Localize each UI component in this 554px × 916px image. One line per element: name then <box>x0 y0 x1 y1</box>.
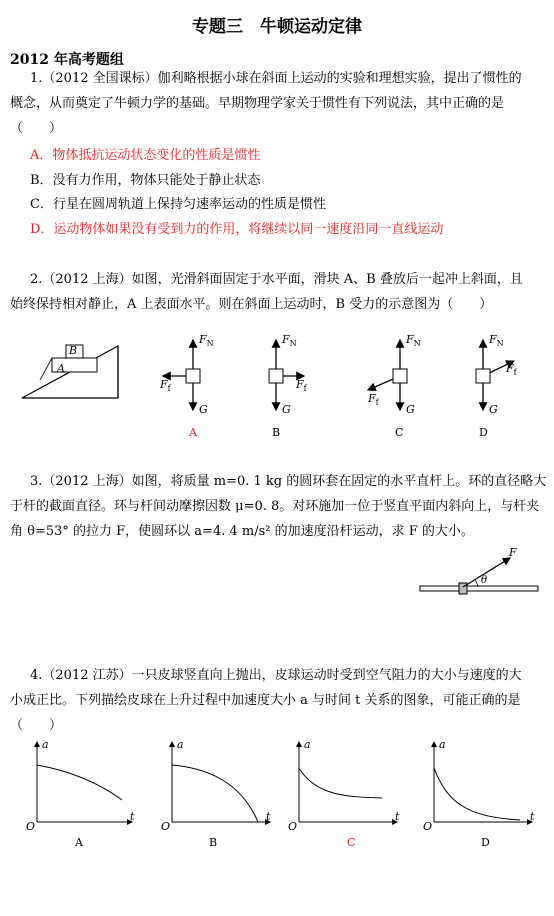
q3-line-2: 于杆的截面直径。环与杆间动摩擦因数 μ=0. 8。对环施加一位于竖直平面内斜向上，与杆夹 <box>10 499 540 514</box>
page-title: 专题三 牛顿运动定律 <box>192 17 362 37</box>
q4-a-y-label: a <box>42 738 49 751</box>
q4-line-1: 4.（2012 江苏）一只皮球竖直向上抛出，皮球运动时受到空气阻力的大小与速度的大 <box>30 668 522 683</box>
q4-line-3: （ ） <box>10 718 63 733</box>
q2-d-ff-label: $F_f$ <box>506 362 517 378</box>
q1-line-1: 1.（2012 全国课标）伽利略根据小球在斜面上运动的实验和理想实验，提出了惯性的 <box>30 71 522 86</box>
q2-c-g-label: G <box>406 403 415 416</box>
q4-c-y-label: a <box>304 738 311 751</box>
q2-block-a-label: A <box>57 362 65 375</box>
q4-c-x-label: t <box>395 810 400 823</box>
q2-choice-d: D <box>479 426 488 439</box>
q4-a-origin: O <box>26 820 36 833</box>
q4-c-origin: O <box>288 820 298 833</box>
q3-line-1: 3.（2012 上海）如图，将质量 m=0. 1 kg 的圆环套在固定的水平直杆上。环的直径略大 <box>30 474 547 489</box>
q4-choice-c: C <box>347 836 356 849</box>
q1-option-b: B．没有力作用，物体只能处于静止状态 <box>30 173 261 188</box>
q2-block-b-label: B <box>69 344 78 357</box>
q1-line-2: 概念，从而奠定了牛顿力学的基础。早期物理学家关于惯性有下列说法，其中正确的是 <box>10 96 505 111</box>
q2-a-fn-label: $F_N$ <box>199 333 214 349</box>
q2-a-ff-label: $F_f$ <box>160 378 171 394</box>
q4-a-x-label: t <box>130 810 135 823</box>
q1-option-c: C．行星在圆周轨道上保持匀速率运动的性质是惯性 <box>30 197 326 212</box>
q2-choice-b: B <box>272 426 281 439</box>
q1-line-3: （ ） <box>10 121 63 136</box>
q2-b-g-label: G <box>282 403 291 416</box>
q2-b-fn-label: $F_N$ <box>282 333 297 349</box>
q4-d-x-label: t <box>530 810 535 823</box>
q4-graph-b <box>172 742 270 822</box>
q1-option-d: D．运动物体如果没有受到力的作用，将继续以同一速度沿同一直线运动 <box>30 222 444 237</box>
q4-graph-c <box>299 742 400 823</box>
q4-choice-b: B <box>209 836 218 849</box>
q4-d-origin: O <box>423 820 433 833</box>
q4-d-y-label: a <box>439 738 446 751</box>
q2-choice-c: C <box>395 426 404 439</box>
q3-line-3: 角 θ=53° 的拉力 F，使圆环以 a=4. 4 m/s² 的加速度沿杆运动，求 F 的大小。 <box>10 524 474 539</box>
q4-choice-d: D <box>481 836 490 849</box>
q4-b-origin: O <box>161 820 171 833</box>
q2-choice-a: A <box>189 426 197 439</box>
q3-angle-label: θ <box>481 575 488 586</box>
q2-b-ff-label: $F_f$ <box>296 378 307 394</box>
q2-a-g-label: G <box>199 403 208 416</box>
q2-line-1: 2.（2012 上海）如图，光滑斜面固定于水平面，滑块 A、B 叠放后一起冲上斜面，且 <box>30 272 523 287</box>
q1-option-a: A．物体抵抗运动状态变化的性质是惯性 <box>30 148 261 163</box>
q4-line-2: 小成正比。下列描绘皮球在上升过程中加速度大小 a 与时间 t 关系的图象，可能正确的是 <box>10 693 521 708</box>
q4-graph-a <box>37 742 135 823</box>
q2-d-fn-label: $F_N$ <box>489 333 504 349</box>
q4-b-y-label: a <box>177 738 184 751</box>
q4-b-x-label: t <box>266 810 271 823</box>
q2-c-ff-label: $F_f$ <box>368 392 379 408</box>
q3-force-label: F <box>509 546 517 559</box>
q4-choice-a: A <box>75 836 83 849</box>
section-heading: 2012 年高考题组 <box>10 52 124 68</box>
q2-d-g-label: G <box>489 403 498 416</box>
q2-line-2: 始终保持相对静止，A 上表面水平。则在斜面上运动时，B 受力的示意图为（ ） <box>10 297 493 312</box>
q4-graph-d <box>434 742 535 823</box>
q2-c-fn-label: $F_N$ <box>406 333 421 349</box>
